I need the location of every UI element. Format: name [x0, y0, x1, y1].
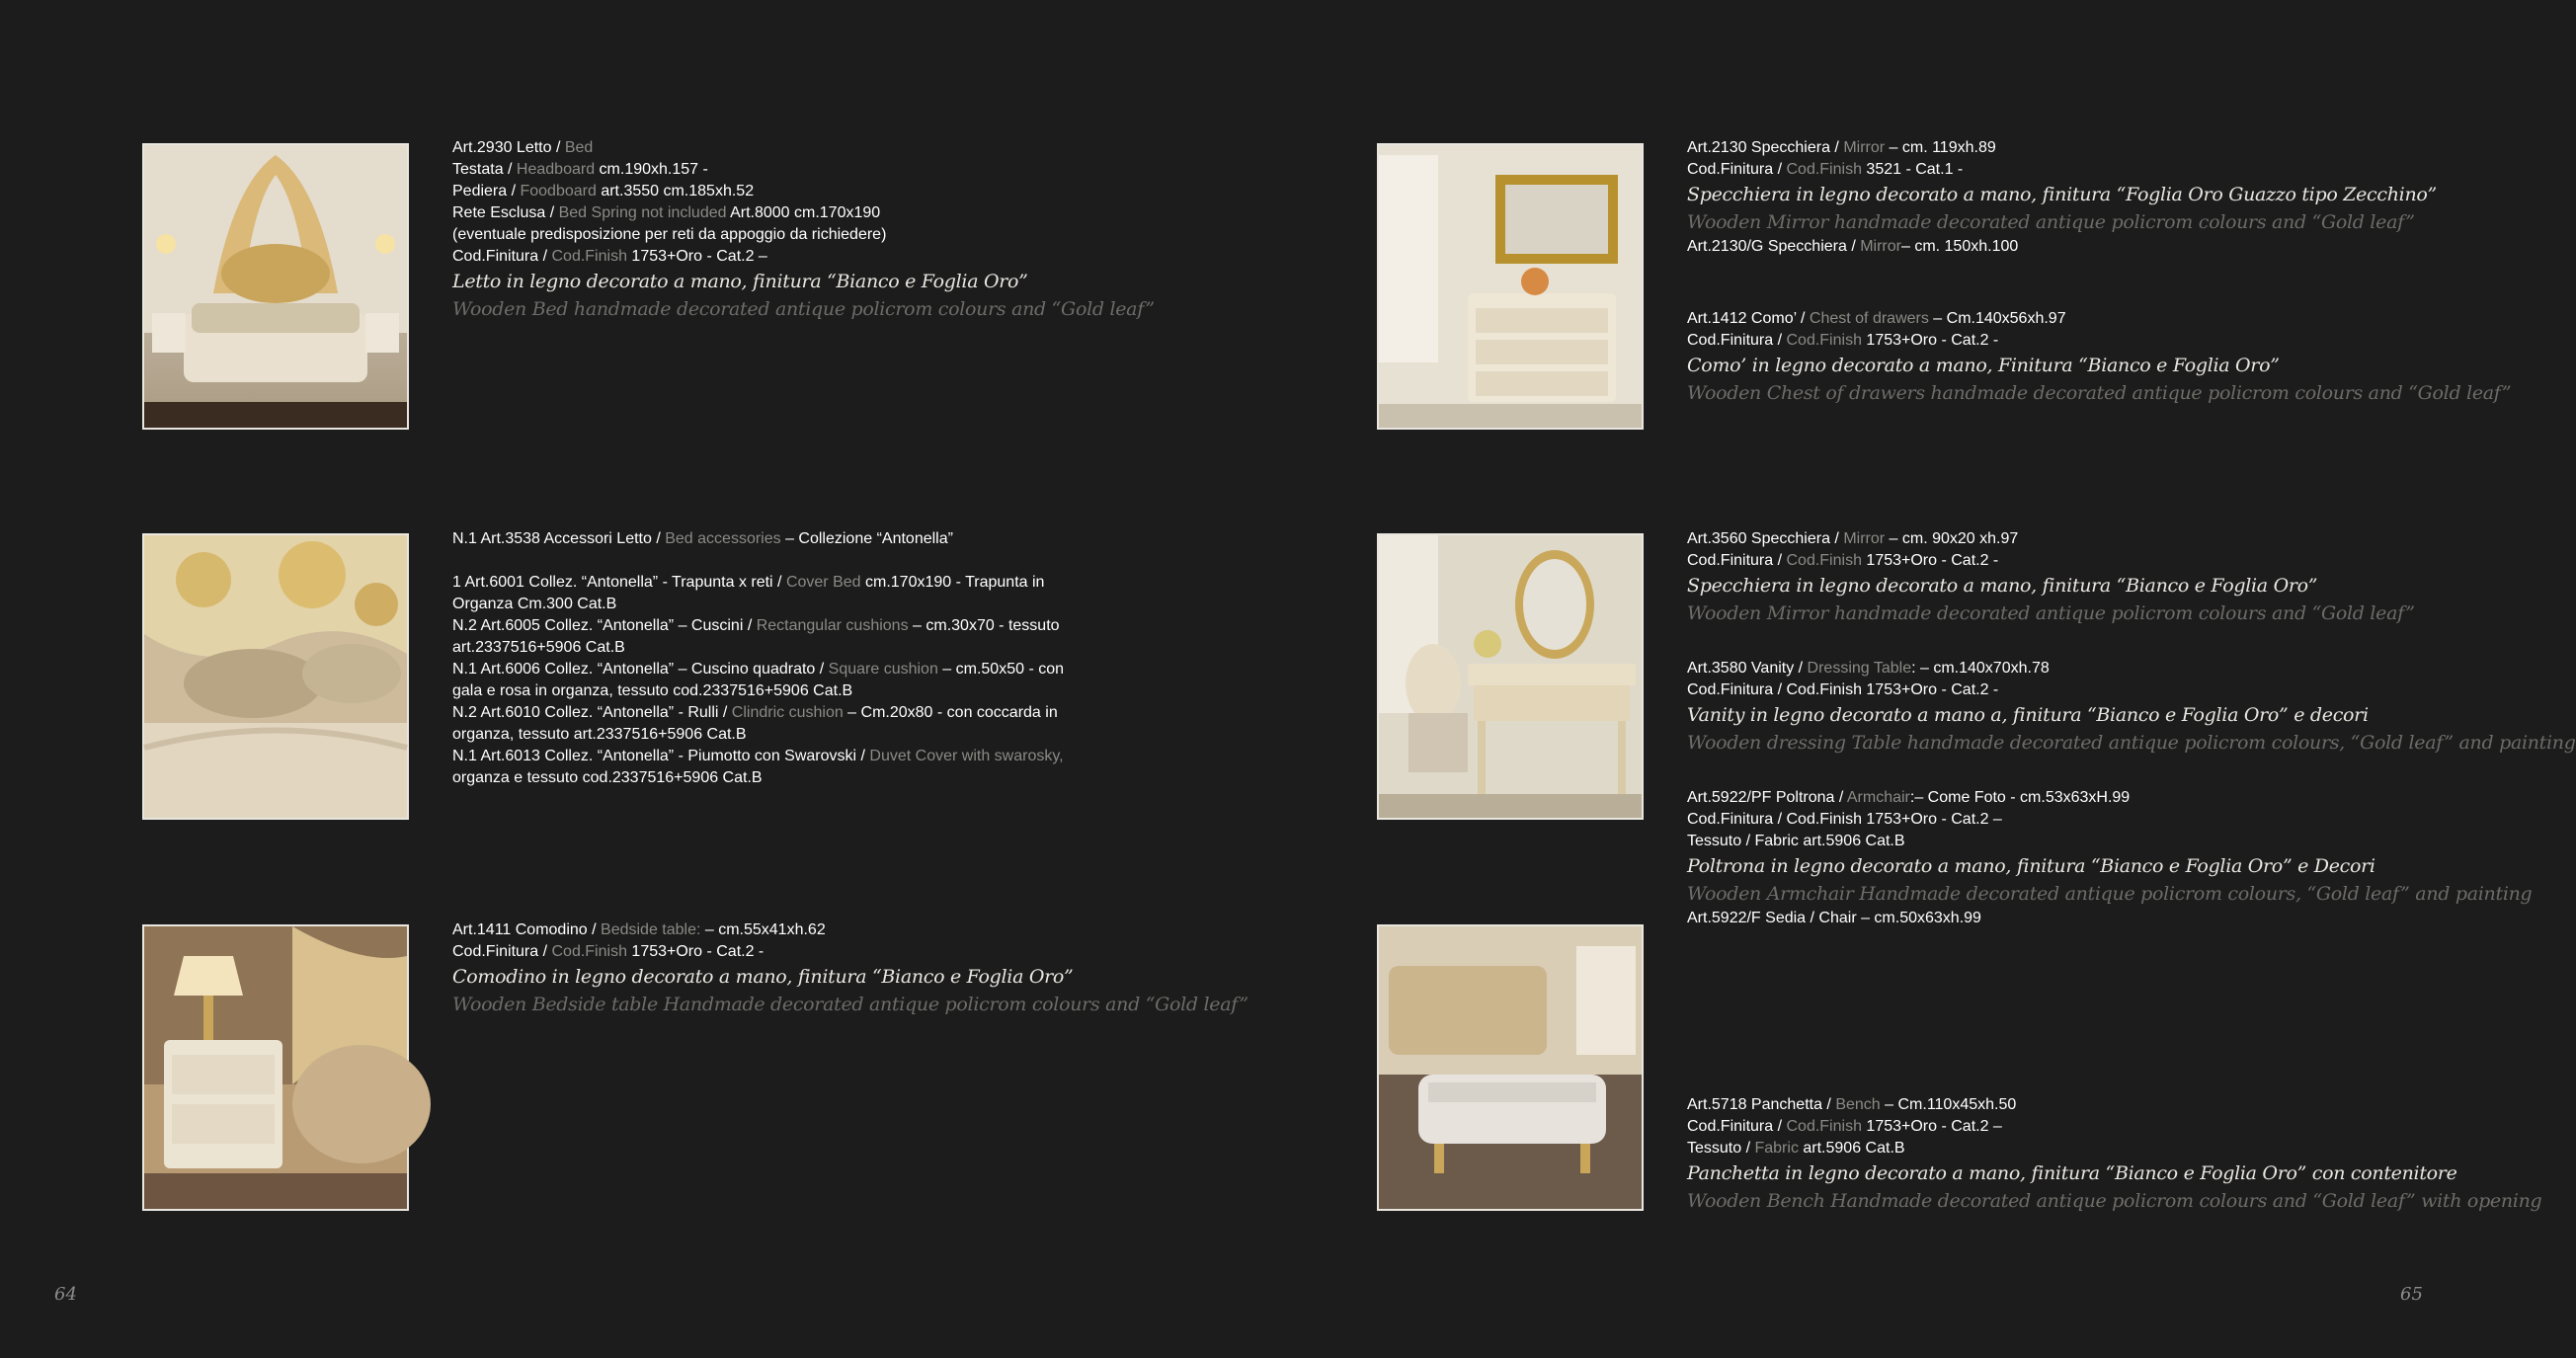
vanity-line-1: Art.3580 Vanity / Dressing Table: – cm.140x70xh.78 — [1687, 660, 2050, 677]
bench-line-3: Tessuto / Fabric art.5906 Cat.B — [1687, 1140, 1905, 1157]
vanity-script-italian: Vanity in legno decorato a mano a, finitura “Bianco e Foglia Oro” e decori — [1687, 704, 2369, 726]
accessories-description — [452, 528, 1064, 789]
accessories-line-2: 1 Art.6001 Collez. “Antonella” - Trapunta x reti / Cover Bed cm.170x190 - Trapunta in — [452, 574, 1045, 591]
vanity-mirror-line-1: Art.3560 Specchiera / Mirror – cm. 90x20 xh.97 — [1687, 530, 2019, 547]
page-number-right: 65 — [2400, 1284, 2423, 1305]
bench-description — [1687, 1094, 2541, 1215]
mirror-chest-photo — [1377, 143, 1644, 430]
bench-script-english: Wooden Bench Handmade decorated antique policrom colours and “Gold leaf” with opening — [1687, 1190, 2542, 1212]
vanity-script-english: Wooden dressing Table handmade decorated antique policrom colours, “Gold leaf” and painting — [1687, 732, 2576, 754]
mirror-description — [1687, 137, 2437, 258]
bench-photo — [1377, 924, 1644, 1211]
armchair-script-italian: Poltrona in legno decorato a mano, finitura “Bianco e Foglia Oro” e Decori — [1687, 855, 2375, 877]
bedside-table-photo — [142, 924, 409, 1211]
accessories-line-1: N.1 Art.3538 Accessori Letto / Bed accessories – Collezione “Antonella” — [452, 530, 953, 547]
bed-line-3: Pediera / Foodboard art.3550 cm.185xh.52 — [452, 183, 755, 200]
armchair-line-3: Tessuto / Fabric art.5906 Cat.B — [1687, 833, 1905, 849]
mirror-line-2: Cod.Finitura / Cod.Finish 3521 - Cat.1 - — [1687, 161, 1964, 178]
bedside-description — [452, 919, 1248, 1018]
accessories-line-8: N.2 Art.6010 Collez. “Antonella” - Rulli / Clindric cushion – Cm.20x80 - con coccarda in — [452, 704, 1058, 721]
accessories-line-11: organza e tessuto cod.2337516+5906 Cat.B — [452, 769, 763, 786]
accessories-line-7: gala e rosa in organza, tessuto cod.2337516+5906 Cat.B — [452, 682, 853, 699]
bench-line-2: Cod.Finitura / Cod.Finish 1753+Oro - Cat.2 – — [1687, 1118, 2002, 1135]
accessories-line-9: organza, tessuto art.2337516+5906 Cat.B — [452, 726, 747, 743]
accessories-line-4: N.2 Art.6005 Collez. “Antonella” – Cuscini / Rectangular cushions – cm.30x70 - tessuto — [452, 617, 1060, 634]
bed-accessories-photo — [142, 533, 409, 820]
chest-line-2: Cod.Finitura / Cod.Finish 1753+Oro - Cat.2 - — [1687, 332, 1999, 349]
vanity-line-2: Cod.Finitura / Cod.Finish 1753+Oro - Cat.2 - — [1687, 681, 1999, 698]
bed-line-5: (eventuale predisposizione per reti da appoggio da richiedere) — [452, 226, 887, 243]
bed-description — [452, 137, 1155, 323]
bedside-line-1: Art.1411 Comodino / Bedside table: – cm.55x41xh.62 — [452, 921, 826, 938]
bed-line-1: Art.2930 Letto / Bed — [452, 139, 594, 156]
accessories-line-5: art.2337516+5906 Cat.B — [452, 639, 625, 656]
armchair-description — [1687, 787, 2532, 929]
mirror-script-italian: Specchiera in legno decorato a mano, finitura “Foglia Oro Guazzo tipo Zecchino” — [1687, 184, 2437, 205]
armchair-line-1: Art.5922/PF Poltrona / Armchair:– Come Foto - cm.53x63xH.99 — [1687, 789, 2131, 806]
chest-line-1: Art.1412 Como’ / Chest of drawers – Cm.140x56xh.97 — [1687, 310, 2066, 327]
vanity-mirror-line-2: Cod.Finitura / Cod.Finish 1753+Oro - Cat.2 - — [1687, 552, 1999, 569]
vanity-mirror-script-english: Wooden Mirror handmade decorated antique policrom colours and “Gold leaf” — [1687, 602, 2415, 624]
mirror-script-english: Wooden Mirror handmade decorated antique policrom colours and “Gold leaf” — [1687, 211, 2415, 233]
chest-description — [1687, 308, 2511, 407]
armchair-script-english: Wooden Armchair Handmade decorated antique policrom colours, “Gold leaf” and painting — [1687, 883, 2533, 905]
bench-line-1: Art.5718 Panchetta / Bench – Cm.110x45xh.50 — [1687, 1096, 2017, 1113]
bench-script-italian: Panchetta in legno decorato a mano, finitura “Bianco e Foglia Oro” con contenitore — [1687, 1162, 2457, 1184]
mirror-line-3: Art.2130/G Specchiera / Mirror– cm. 150xh.100 — [1687, 238, 2019, 255]
accessories-line-10: N.1 Art.6013 Collez. “Antonella” - Piumotto con Swarovski / Duvet Cover with swarosky, — [452, 748, 1064, 764]
bedside-script-italian: Comodino in legno decorato a mano, finitura “Bianco e Foglia Oro” — [452, 966, 1074, 988]
bedside-line-2: Cod.Finitura / Cod.Finish 1753+Oro - Cat.2 - — [452, 943, 765, 960]
mirror-line-1: Art.2130 Specchiera / Mirror – cm. 119xh.89 — [1687, 139, 1996, 156]
bedside-script-english: Wooden Bedside table Handmade decorated antique policrom colours and “Gold leaf” — [452, 994, 1248, 1015]
bed-script-english: Wooden Bed handmade decorated antique policrom colours and “Gold leaf” — [452, 298, 1155, 320]
vanity-mirror-description — [1687, 528, 2415, 627]
bed-photo — [142, 143, 409, 430]
bed-line-6: Cod.Finitura / Cod.Finish 1753+Oro - Cat.2 – — [452, 248, 767, 265]
vanity-photo — [1377, 533, 1644, 820]
bed-line-2: Testata / Headboard cm.190xh.157 - — [452, 161, 708, 178]
accessories-line-6: N.1 Art.6006 Collez. “Antonella” – Cuscino quadrato / Square cushion – cm.50x50 - con — [452, 661, 1065, 678]
accessories-line-3: Organza Cm.300 Cat.B — [452, 596, 617, 612]
armchair-line-2: Cod.Finitura / Cod.Finish 1753+Oro - Cat.2 – — [1687, 811, 2002, 828]
vanity-mirror-script-italian: Specchiera in legno decorato a mano, finitura “Bianco e Foglia Oro” — [1687, 575, 2318, 597]
vanity-description — [1687, 658, 2576, 757]
armchair-line-4: Art.5922/F Sedia / Chair – cm.50x63xh.99 — [1687, 910, 1981, 926]
chest-script-english: Wooden Chest of drawers handmade decorated antique policrom colours and “Gold leaf” — [1687, 382, 2512, 404]
chest-script-italian: Como’ in legno decorato a mano, Finitura “Bianco e Foglia Oro” — [1687, 355, 2280, 376]
bed-script-italian: Letto in legno decorato a mano, finitura “Bianco e Foglia Oro” — [452, 271, 1028, 292]
bed-line-4: Rete Esclusa / Bed Spring not included Art.8000 cm.170x190 — [452, 204, 881, 221]
page-number-left: 64 — [54, 1284, 77, 1305]
